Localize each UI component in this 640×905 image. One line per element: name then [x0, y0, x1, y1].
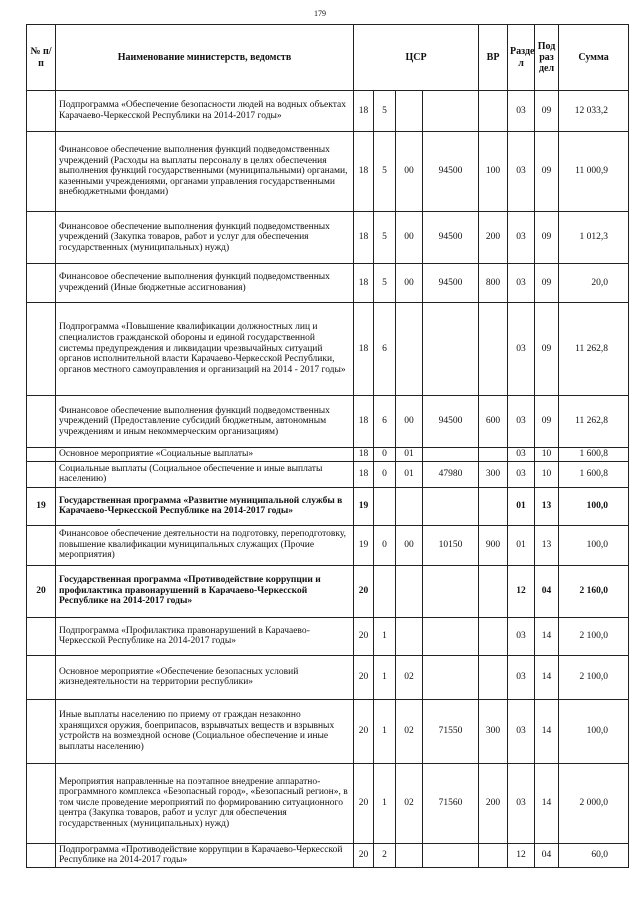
row-number [27, 617, 56, 655]
row-number [27, 699, 56, 763]
row-sum: 2 000,0 [559, 763, 629, 843]
row-podrazdel: 09 [535, 132, 559, 212]
csr-subprogram: 1 [374, 699, 396, 763]
row-razdel: 03 [508, 264, 535, 303]
row-podrazdel: 14 [535, 699, 559, 763]
row-name: Иные выплаты населению по приему от граждан незаконно хранящихся оружия, боеприпасов, взрывчатых веществ и взрывных устройств на возмездной основе (Социальное обеспечение и иные выплаты населению) [56, 699, 354, 763]
row-name: Финансовое обеспечение выполнения функций подведомственных учреждений (Предоставление субсидий бюджетным, автономным учреждениям и иным некоммерческим организациям) [56, 396, 354, 448]
row-number [27, 763, 56, 843]
csr-event: 00 [396, 525, 423, 565]
row-sum: 11 000,9 [559, 132, 629, 212]
row-sum: 2 100,0 [559, 655, 629, 699]
row-name: Подпрограмма «Профилактика правонарушений в Карачаево-Черкесской Республике на 2014-2017 годы» [56, 617, 354, 655]
row-number [27, 843, 56, 867]
csr-program: 19 [354, 525, 374, 565]
row-vr [479, 843, 508, 867]
row-razdel: 03 [508, 763, 535, 843]
table-row [27, 565, 629, 617]
row-razdel: 12 [508, 843, 535, 867]
table-header-row [27, 25, 629, 91]
row-razdel: 03 [508, 699, 535, 763]
row-vr: 100 [479, 132, 508, 212]
table-row [27, 699, 629, 763]
row-sum: 12 033,2 [559, 91, 629, 132]
row-number [27, 264, 56, 303]
row-razdel: 03 [508, 655, 535, 699]
row-vr [479, 565, 508, 617]
row-number [27, 396, 56, 448]
csr-event [396, 91, 423, 132]
header-num: № п/п [27, 25, 56, 91]
row-name: Подпрограмма «Противодействие коррупции в Карачаево-Черкесской Республике на 2014-2017 годы» [56, 843, 354, 867]
row-vr: 300 [479, 699, 508, 763]
csr-event: 00 [396, 396, 423, 448]
csr-program: 18 [354, 212, 374, 264]
csr-program: 20 [354, 655, 374, 699]
row-podrazdel: 13 [535, 487, 559, 525]
row-number [27, 448, 56, 462]
row-vr [479, 303, 508, 396]
csr-direction: 71550 [423, 699, 479, 763]
csr-program: 20 [354, 565, 374, 617]
csr-event: 00 [396, 212, 423, 264]
row-sum: 1 600,8 [559, 448, 629, 462]
row-razdel: 01 [508, 525, 535, 565]
row-name: Основное мероприятие «Обеспечение безопасных условий жизнедеятельности на территории республики» [56, 655, 354, 699]
row-name: Подпрограмма «Обеспечение безопасности людей на водных объектах Карачаево-Черкесской Республики на 2014-2017 годы» [56, 91, 354, 132]
row-number [27, 655, 56, 699]
csr-event [396, 617, 423, 655]
csr-subprogram: 0 [374, 448, 396, 462]
csr-subprogram: 0 [374, 525, 396, 565]
csr-program: 18 [354, 91, 374, 132]
csr-subprogram [374, 487, 396, 525]
table-row [27, 461, 629, 487]
row-sum: 2 100,0 [559, 617, 629, 655]
row-vr: 600 [479, 396, 508, 448]
table-row [27, 132, 629, 212]
table-row [27, 763, 629, 843]
csr-event: 02 [396, 699, 423, 763]
row-name: Финансовое обеспечение выполнения функций подведомственных учреждений (Иные бюджетные ассигнования) [56, 264, 354, 303]
csr-subprogram: 0 [374, 461, 396, 487]
csr-program: 18 [354, 264, 374, 303]
row-vr: 200 [479, 212, 508, 264]
row-razdel: 03 [508, 132, 535, 212]
header-vr: ВР [479, 25, 508, 91]
table-row [27, 396, 629, 448]
table-row [27, 525, 629, 565]
csr-direction: 94500 [423, 264, 479, 303]
row-vr: 900 [479, 525, 508, 565]
csr-program: 18 [354, 132, 374, 212]
row-sum: 100,0 [559, 525, 629, 565]
header-name: Наименование министерств, ведомств [56, 25, 354, 91]
row-vr [479, 91, 508, 132]
row-name: Финансовое обеспечение выполнения функций подведомственных учреждений (Закупка товаров, работ и услуг для обеспечения государственных (муниципальных) нужд) [56, 212, 354, 264]
row-podrazdel: 14 [535, 617, 559, 655]
row-number [27, 212, 56, 264]
row-podrazdel: 04 [535, 843, 559, 867]
row-razdel: 03 [508, 91, 535, 132]
row-sum: 2 160,0 [559, 565, 629, 617]
csr-direction [423, 843, 479, 867]
csr-direction: 47980 [423, 461, 479, 487]
row-podrazdel: 09 [535, 212, 559, 264]
csr-event: 01 [396, 461, 423, 487]
row-name: Подпрограмма «Повышение квалификации должностных лиц и специалистов гражданской обороны и единой государственной системы предупреждения и ликвидации чрезвычайных ситуаций органов исполнительной власти Карачаево-Черкесской Республики, органов местного самоуправления и организаций на 2014 - 2017 годы» [56, 303, 354, 396]
csr-direction: 10150 [423, 525, 479, 565]
table-body [27, 91, 629, 868]
table-row [27, 617, 629, 655]
row-name: Государственная программа «Противодействие коррупции и профилактика правонарушений в Карачаево-Черкесской Республике на 2014-2017 годы» [56, 565, 354, 617]
csr-direction [423, 91, 479, 132]
csr-program: 18 [354, 303, 374, 396]
row-podrazdel: 14 [535, 655, 559, 699]
row-name: Государственная программа «Развитие муниципальной службы в Карачаево-Черкесской Республике на 2014-2017 годы» [56, 487, 354, 525]
row-sum: 100,0 [559, 487, 629, 525]
row-vr: 300 [479, 461, 508, 487]
csr-event [396, 843, 423, 867]
row-sum: 1 012,3 [559, 212, 629, 264]
row-podrazdel: 09 [535, 91, 559, 132]
csr-event: 02 [396, 763, 423, 843]
row-razdel: 03 [508, 617, 535, 655]
row-sum: 1 600,8 [559, 461, 629, 487]
csr-direction [423, 487, 479, 525]
row-razdel: 03 [508, 303, 535, 396]
row-sum: 20,0 [559, 264, 629, 303]
row-razdel: 12 [508, 565, 535, 617]
csr-event [396, 565, 423, 617]
row-podrazdel: 10 [535, 448, 559, 462]
csr-subprogram: 1 [374, 763, 396, 843]
table-row [27, 212, 629, 264]
row-number [27, 132, 56, 212]
table-row [27, 448, 629, 462]
csr-subprogram: 1 [374, 617, 396, 655]
row-name: Финансовое обеспечение деятельности на подготовку, переподготовку, повышение квалификации муниципальных служащих (Прочие мероприятия) [56, 525, 354, 565]
csr-direction [423, 655, 479, 699]
row-podrazdel: 09 [535, 303, 559, 396]
row-sum: 100,0 [559, 699, 629, 763]
csr-subprogram [374, 565, 396, 617]
row-number [27, 525, 56, 565]
row-vr [479, 487, 508, 525]
csr-subprogram: 1 [374, 655, 396, 699]
row-vr [479, 617, 508, 655]
row-vr: 800 [479, 264, 508, 303]
table-row [27, 303, 629, 396]
csr-program: 18 [354, 448, 374, 462]
table-row [27, 655, 629, 699]
row-razdel: 03 [508, 448, 535, 462]
row-vr [479, 655, 508, 699]
row-number [27, 461, 56, 487]
csr-event [396, 487, 423, 525]
budget-table [26, 24, 629, 868]
csr-subprogram: 6 [374, 303, 396, 396]
row-podrazdel: 10 [535, 461, 559, 487]
row-razdel: 01 [508, 487, 535, 525]
row-name: Основное мероприятие «Социальные выплаты» [56, 448, 354, 462]
row-vr [479, 448, 508, 462]
row-podrazdel: 09 [535, 264, 559, 303]
csr-subprogram: 5 [374, 132, 396, 212]
csr-direction [423, 617, 479, 655]
row-sum: 11 262,8 [559, 303, 629, 396]
csr-subprogram: 5 [374, 264, 396, 303]
row-razdel: 03 [508, 212, 535, 264]
csr-program: 18 [354, 461, 374, 487]
csr-subprogram: 2 [374, 843, 396, 867]
row-podrazdel: 04 [535, 565, 559, 617]
csr-program: 20 [354, 843, 374, 867]
csr-event: 00 [396, 264, 423, 303]
csr-direction [423, 565, 479, 617]
row-razdel: 03 [508, 396, 535, 448]
csr-direction: 71560 [423, 763, 479, 843]
table-row [27, 264, 629, 303]
row-sum: 60,0 [559, 843, 629, 867]
csr-program: 20 [354, 763, 374, 843]
header-csr: ЦСР [354, 25, 479, 91]
row-name: Финансовое обеспечение выполнения функций подведомственных учреждений (Расходы на выплаты персоналу в целях обеспечения выполнения функций государственными (муниципальными) органами, казенными учреждениями, органами управления государственными внебюджетными фондами) [56, 132, 354, 212]
row-number [27, 303, 56, 396]
row-razdel: 03 [508, 461, 535, 487]
table-row [27, 91, 629, 132]
csr-subprogram: 5 [374, 91, 396, 132]
csr-program: 20 [354, 617, 374, 655]
csr-event: 01 [396, 448, 423, 462]
csr-program: 18 [354, 396, 374, 448]
row-number: 19 [27, 487, 56, 525]
page-number: 179 [314, 9, 326, 18]
row-sum: 11 262,8 [559, 396, 629, 448]
header-podrazdel: Под раз дел [535, 25, 559, 91]
row-podrazdel: 13 [535, 525, 559, 565]
row-name: Социальные выплаты (Социальное обеспечение и иные выплаты населению) [56, 461, 354, 487]
row-podrazdel: 09 [535, 396, 559, 448]
csr-direction [423, 448, 479, 462]
row-name: Мероприятия направленные на поэтапное внедрение аппаратно- программного комплекса «Безопасный город», «Безопасный регион», в том числе проведение мероприятий по формированию ситуационного центра (Закупка товаров, работ и услуг для обеспечения государственных (муниципальных) нужд) [56, 763, 354, 843]
csr-event: 02 [396, 655, 423, 699]
row-vr: 200 [479, 763, 508, 843]
row-number: 20 [27, 565, 56, 617]
csr-direction: 94500 [423, 212, 479, 264]
row-podrazdel: 14 [535, 763, 559, 843]
header-summa: Сумма [559, 25, 629, 91]
csr-direction [423, 303, 479, 396]
header-razdel: Разде л [508, 25, 535, 91]
csr-program: 20 [354, 699, 374, 763]
csr-event: 00 [396, 132, 423, 212]
table-row [27, 487, 629, 525]
csr-direction: 94500 [423, 396, 479, 448]
csr-program: 19 [354, 487, 374, 525]
table-row [27, 843, 629, 867]
csr-subprogram: 6 [374, 396, 396, 448]
csr-subprogram: 5 [374, 212, 396, 264]
row-number [27, 91, 56, 132]
csr-event [396, 303, 423, 396]
csr-direction: 94500 [423, 132, 479, 212]
